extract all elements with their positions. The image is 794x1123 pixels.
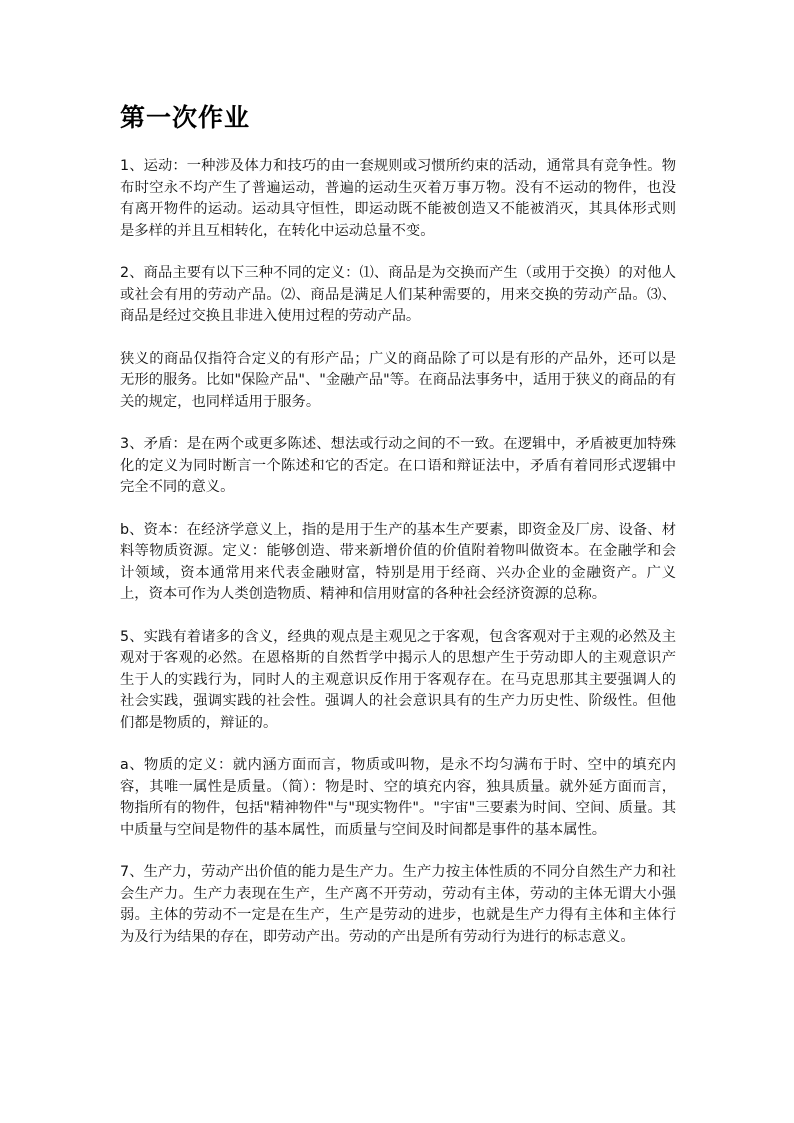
paragraph-7-productivity: 7、生产力，劳动产出价值的能力是生产力。生产力按主体性质的不同分自然生产力和社会生产力。生产力表现在生产，生产离不开劳动，劳动有主体，劳动的主体无谓大小强弱。主体的劳动不一定是在生产，生产是劳动的进步，也就是生产力得有主体和主体行为及行为结果的存在，即劳动产出。劳动的产出是所有劳动行为进行的标志意义。 [120,864,676,945]
paragraph-b-capital: b、资本：在经济学意义上，指的是用于生产的基本生产要素，即资金及厂房、设备、材料等物质资源。定义：能够创造、带来新增价值的价值附着物叫做资本。在金融学和会计领域，资本通常用来代表金融财富，特别是用于经商、兴办企业的金融资产。广义上，资本可作为人类创造物质、精神和信用财富的各种社会经济资源的总称。 [120,521,676,602]
paragraph-1-motion: 1、运动：一种涉及体力和技巧的由一套规则或习惯所约束的活动，通常具有竞争性。物布时空永不均产生了普遍运动，普遍的运动生灭着万事万物。没有不运动的物件，也没有离开物件的运动。运动具守恒性，即运动既不能被创造又不能被消灭，其具体形式则是多样的并且互相转化，在转化中运动总量不变。 [120,158,676,239]
paragraph-3-contradiction: 3、矛盾：是在两个或更多陈述、想法或行动之间的不一致。在逻辑中，矛盾被更加特殊化的定义为同时断言一个陈述和它的否定。在口语和辩证法中，矛盾有着同形式逻辑中完全不同的意义。 [120,436,676,495]
page-title: 第一次作业 [120,103,251,132]
paragraph-commodity-narrow-broad: 狭义的商品仅指符合定义的有形产品；广义的商品除了可以是有形的产品外，还可以是无形的服务。比如"保险产品"、"金融产品"等。在商品法事务中，适用于狭义的商品的有关的规定，也同样适用于服务。 [120,350,676,410]
paragraph-a-matter: a、物质的定义：就内涵方面而言，物质或叫物，是永不均匀满布于时、空中的填充内容，其唯一属性是质量。（简）：物是时、空的填充内容，独具质量。就外延方面而言，物指所有的物件，包括"精神物件"与"现实物件"。"宇宙"三要素为时间、空间、质量。其中质量与空间是物件的基本属性，而质量与空间及时间都是事件的基本属性。 [120,757,676,838]
document-page [120,96,676,969]
paragraph-5-practice: 5、实践有着诸多的含义，经典的观点是主观见之于客观，包含客观对于主观的必然及主观对于客观的必然。在恩格斯的自然哲学中揭示人的思想产生于劳动即人的主观意识产生于人的实践行为，同时人的主观意识反作用于客观存在。在马克思那其主要强调人的社会实践，强调实践的社会性。强调人的社会意识具有的生产力历史性、阶级性。但他们都是物质的，辩证的。 [120,628,676,731]
paragraph-2-commodity: 2、商品主要有以下三种不同的定义：⑴、商品是为交换而产生（或用于交换）的对他人或社会有用的劳动产品。⑵、商品是满足人们某种需要的，用来交换的劳动产品。⑶、商品是经过交换且非进入使用过程的劳动产品。 [120,265,676,324]
